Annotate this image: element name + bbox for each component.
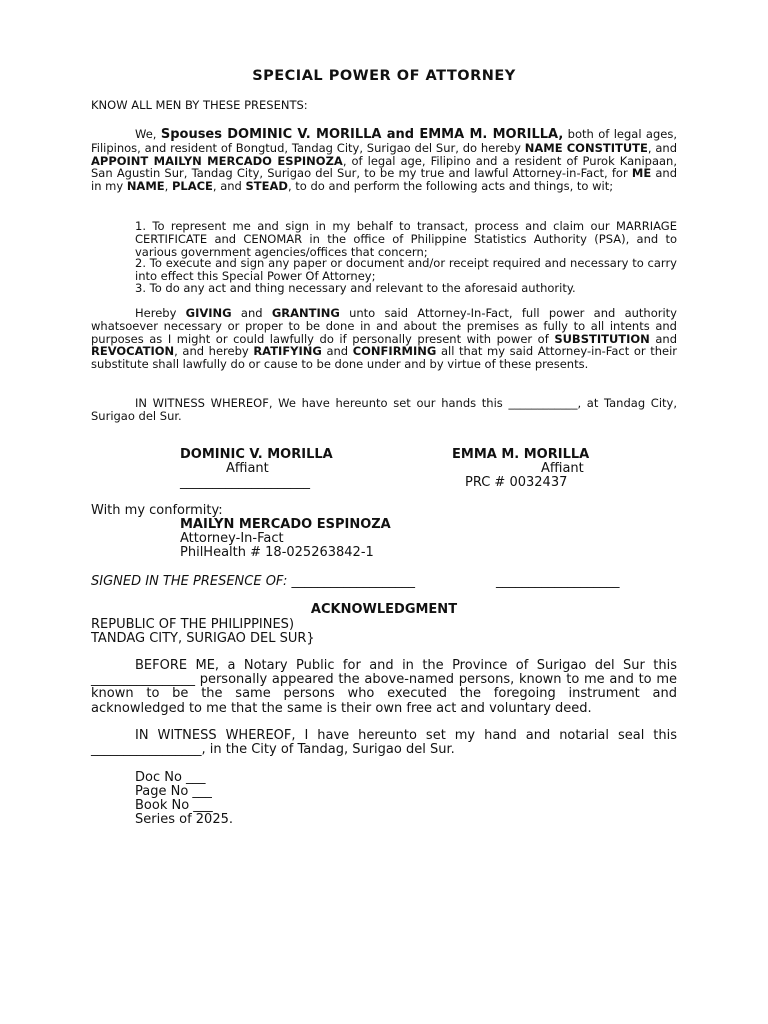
list-item: 3. To do any act and thing necessary and relevant to the aforesaid authority. (135, 281, 576, 295)
acknowledgment-title: ACKNOWLEDGMENT (310, 602, 458, 617)
affiant-right-name: EMMA M. MORILLA (452, 447, 590, 462)
paragraph-before-me: BEFORE ME, a Notary Public for and in the Province of Surigao del Sur this ________________ personally appeared the above-named persons, known to me and to me known to be the same persons who executed the foregoing instrument and acknowledged to me that the same is their own free act and voluntary deed. (91, 658, 677, 716)
venue-city: TANDAG CITY, SURIGAO DEL SUR} (91, 631, 315, 646)
spouses-names: Spouses DOMINIC V. MORILLA and EMMA M. MORILLA, (160, 127, 564, 142)
presence-line-2: ___________________ (496, 574, 620, 589)
page-no: Page No ___ (135, 784, 212, 799)
list-item: 2. To execute and sign any paper or document and/or receipt required and necessary to carry into effect this Special Power Of Attorney; (135, 256, 677, 283)
affiant-left-name: DOMINIC V. MORILLA (180, 447, 333, 462)
conformity-id: PhilHealth # 18-025263842-1 (180, 545, 374, 560)
paragraph-notary-witness: IN WITNESS WHEREOF, I have hereunto set my hand and notarial seal this _________________, in the City of Tandag, Surigao del Sur. (91, 728, 677, 758)
conformity-label: With my conformity: (91, 503, 223, 518)
venue-republic: REPUBLIC OF THE PHILIPPINES) (91, 617, 295, 632)
preamble: KNOW ALL MEN BY THESE PRESENTS: (91, 98, 308, 112)
conformity-name: MAILYN MERCADO ESPINOZA (180, 517, 391, 532)
affiant-right-id: PRC # 0032437 (465, 475, 568, 490)
presence-label: SIGNED IN THE PRESENCE OF: ___________________ (91, 574, 415, 589)
paragraph-powers: Hereby GIVING and GRANTING unto said Attorney-In-Fact, full power and authority whatsoever necessary or proper to be done in and about the premises as fully to all intents and purposes as I might or could lawfully do if personally present with power of SUBSTITUTION and REVOCATION, and hereby RATIFYING and CONFIRMING all that my said Attorney-in-Fact or their substitute shall lawfully do or cause to be done under and by virtue of these presents. (91, 306, 677, 372)
paragraph-appointment: We, Spouses DOMINIC V. MORILLA and EMMA M. MORILLA, both of legal ages, Filipinos, and resident of Bongtud, Tandag City, Surigao del Sur, do hereby NAME CONSTITUTE, and APPOINT MAILYN MERCADO ESPINOZA, of legal age, Filipino and a resident of Purok Kanipaan, San Agustin Sur, Tandag City, Surigao del Sur, to be my true and lawful Attorney-in-Fact, for ME and in my NAME, PLACE, and STEAD, to do and perform the following acts and things, to wit; (91, 127, 678, 194)
appointee-name: APPOINT MAILYN MERCADO ESPINOZA (91, 153, 343, 168)
affiant-right-role: Affiant (541, 461, 584, 476)
document-title: SPECIAL POWER OF ATTORNEY (252, 68, 516, 84)
series: Series of 2025. (135, 812, 233, 827)
list-item: 1. To represent me and sign in my behalf to transact, process and claim our MARRIAGE CERTIFICATE and CENOMAR in the office of Philippine Statistics Authority (PSA), and to various government agencies/offices that concern; (135, 219, 677, 259)
affiant-left-role: Affiant (226, 461, 269, 476)
doc-no: Doc No ___ (135, 770, 206, 785)
conformity-role: Attorney-In-Fact (180, 531, 284, 546)
paragraph-witness: IN WITNESS WHEREOF, We have hereunto set our hands this ____________, at Tandag City, Surigao del Sur. (91, 396, 677, 423)
book-no: Book No ___ (135, 798, 213, 813)
signature-line-left: ____________________ (180, 475, 310, 490)
